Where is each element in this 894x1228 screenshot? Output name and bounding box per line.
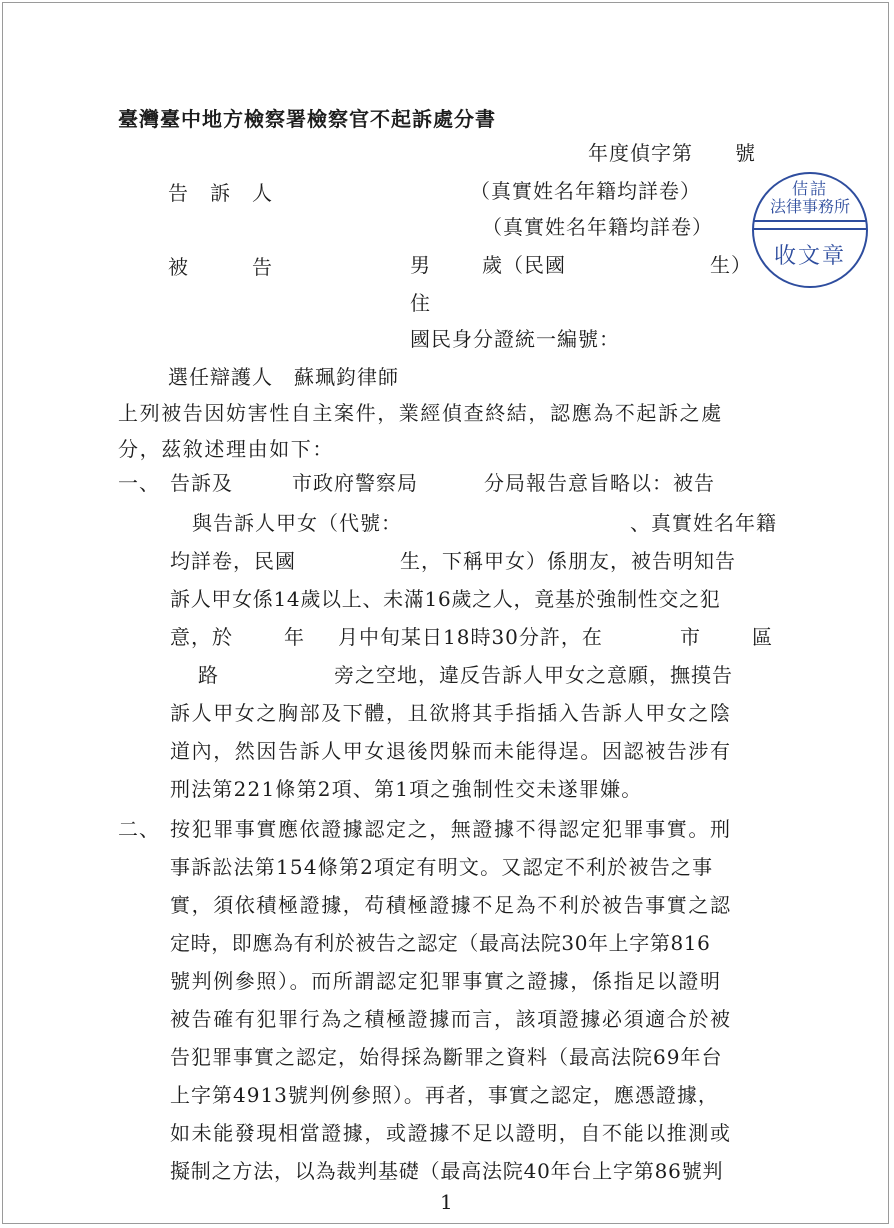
section-1-line-3a: 均詳卷，民國 (170, 549, 296, 573)
section-2-line-7: 告犯罪事實之認定，始得採為斷罪之資料（最高法院69年台 (170, 1045, 723, 1069)
complainant-value: （真實姓名年籍均詳卷） (470, 179, 701, 203)
section-1-line-5c: 月中旬某日18時30分許，在 (338, 625, 603, 649)
section-1-line-3b: 生，下稱甲女）係朋友，被告明知告 (400, 549, 736, 573)
section-2-line-8: 上字第4913號判例參照）。再者，事實之認定，應憑證據， (170, 1083, 719, 1107)
intro-line-2: 分，茲敘述理由如下： (118, 437, 334, 461)
section-1-line-9: 刑法第221條第2項、第1項之強制性交未遂罪嫌。 (170, 777, 643, 801)
section-1-line-5b: 年 (284, 625, 305, 649)
section-2-line-10: 擬制之方法，以為裁判基礎（最高法院40年台上字第86號判 (170, 1159, 724, 1183)
section-2-line-2: 事訴訟法第154條第2項定有明文。又認定不利於被告之事 (170, 855, 714, 879)
defendant-born: 生） (710, 253, 752, 277)
section-1-line-5e: 區 (752, 625, 773, 649)
defendant-age: 歲（民國 (482, 253, 566, 277)
page-number: 1 (440, 1190, 453, 1214)
section-1-line-4: 訴人甲女係14歲以上、未滿16歲之人，竟基於強制性交之犯 (170, 587, 721, 611)
stamp-line-1: 佶詰 (791, 179, 828, 198)
section-1-line-1b: 市政府警察局 (292, 471, 418, 495)
section-2-line-4: 定時，即應為有利於被告之認定（最高法院30年上字第816 (170, 931, 711, 955)
id-number-label: 國民身分證統一編號： (410, 327, 620, 351)
section-1-line-1c: 分局報告意旨略以：被告 (484, 471, 715, 495)
section-1-number: 一、 (118, 471, 160, 495)
section-2-number: 二、 (118, 817, 160, 841)
section-1-line-7: 訴人甲女之胸部及下體，且欲將其手指插入告訴人甲女之陰 (170, 701, 732, 725)
defendant-label: 被 告 (168, 255, 273, 279)
case-number: 年度偵字第 號 (588, 141, 756, 165)
section-2-line-9: 如未能發現相當證據，或證據不足以證明，自不能以推測或 (170, 1121, 732, 1145)
section-1-line-2a: 與告訴人甲女（代號： (192, 511, 402, 535)
intro-line-1: 上列被告因妨害性自主案件，業經偵查終結，認應為不起訴之處 (118, 401, 723, 425)
stamp-line-3: 收文章 (773, 244, 846, 269)
stamp-rule-top (754, 220, 866, 222)
section-2-line-1: 按犯罪事實應依證據認定之，無證據不得認定犯罪事實。刑 (170, 817, 732, 841)
section-2-line-5: 號判例參照）。而所謂認定犯罪事實之證據，係指足以證明 (170, 969, 722, 993)
stamp-line-2: 法律事務所 (769, 197, 850, 216)
document-title: 臺灣臺中地方檢察署檢察官不起訴處分書 (118, 107, 496, 131)
section-2-line-6: 被告確有犯罪行為之積極證據而言，該項證據必須適合於被 (170, 1007, 732, 1031)
section-2-line-3: 實，須依積極證據，苟積極證據不足為不利於被告事實之認 (170, 893, 732, 917)
section-1-line-6b: 旁之空地，違反告訴人甲女之意願，撫摸告 (334, 663, 733, 687)
section-1-line-1a: 告訴及 (170, 471, 233, 495)
section-1-line-6a: 路 (198, 663, 219, 687)
defendant-sex: 男 (410, 253, 431, 277)
defense-counsel: 選任辯護人 蘇珮鈞律師 (168, 365, 399, 389)
complainant-value-2: （真實姓名年籍均詳卷） (482, 215, 713, 239)
section-1-line-2b: 、真實姓名年籍 (630, 511, 777, 535)
address-label: 住 (410, 291, 431, 315)
stamp-rule-bottom (754, 228, 866, 230)
section-1-line-8: 道內，然因告訴人甲女退後閃躲而未能得逞。因認被告涉有 (170, 739, 732, 763)
law-office-receipt-stamp (752, 172, 868, 288)
section-1-line-5a: 意，於 (170, 625, 233, 649)
section-1-line-5d: 市 (680, 625, 701, 649)
complainant-label: 告 訴 人 (168, 181, 273, 205)
